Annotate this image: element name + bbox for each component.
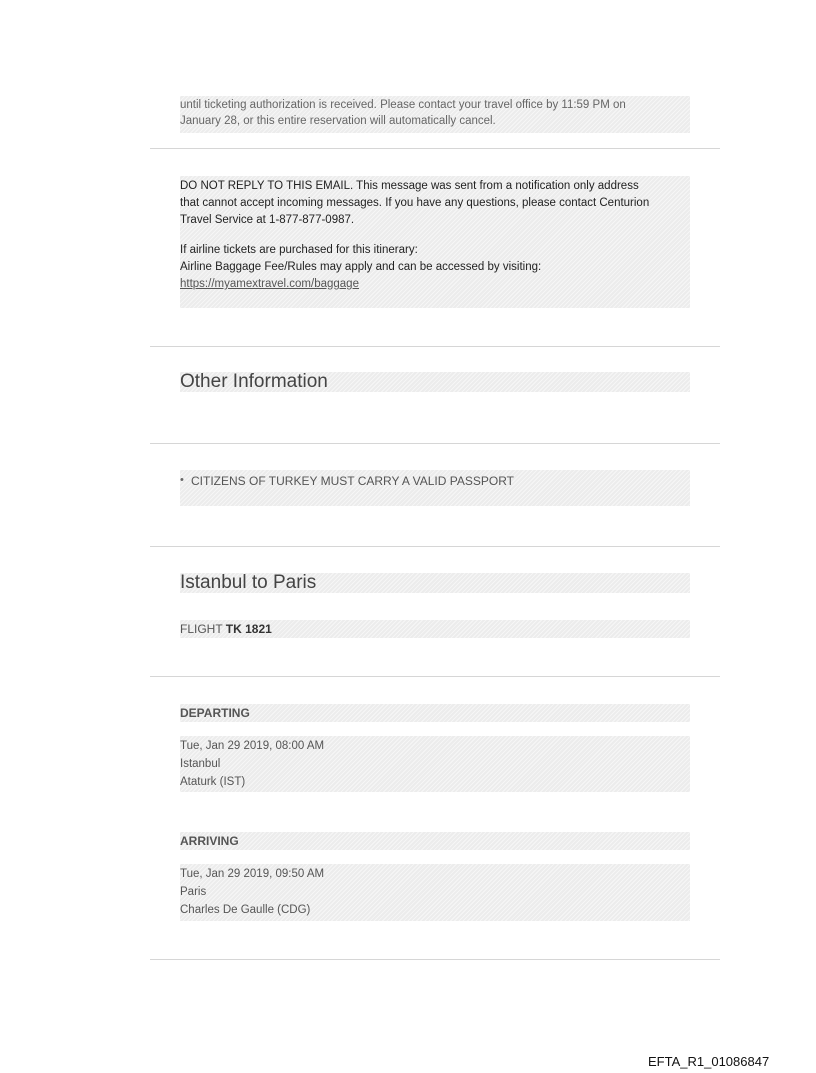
divider — [150, 346, 720, 347]
notice-line-2: January 28, or this entire reservation will automatically cancel. — [180, 115, 496, 127]
baggage-rules-line: Airline Baggage Fee/Rules may apply and can be accessed by visiting: — [180, 261, 542, 273]
flight-number: TK 1821 — [225, 622, 272, 636]
cancellation-notice — [180, 96, 690, 133]
flight-route-title: Istanbul to Paris — [180, 573, 690, 593]
other-information-item — [180, 470, 690, 506]
flight-label: FLIGHT — [180, 622, 223, 636]
no-reply-line-2: that cannot accept incoming messages. If you have any questions, please contact Centurion — [180, 197, 650, 209]
arriving-airport: Charles De Gaulle (CDG) — [180, 904, 311, 916]
departing-header — [180, 704, 690, 722]
divider — [150, 443, 720, 444]
passport-requirement: CITIZENS OF TURKEY MUST CARRY A VALID PASSPORT — [191, 474, 514, 488]
baggage-link[interactable]: https://myamextravel.com/baggage — [180, 278, 359, 290]
arriving-header — [180, 832, 690, 850]
arriving-details — [180, 864, 690, 921]
departing-airport: Ataturk (IST) — [180, 776, 246, 788]
departing-details — [180, 736, 690, 792]
notice-line-1: until ticketing authorization is received. Please contact your travel office by 11:59 PM on — [180, 99, 626, 111]
departing-city: Istanbul — [180, 758, 221, 770]
departing-label: DEPARTING — [180, 706, 250, 720]
arriving-datetime: Tue, Jan 29 2019, 09:50 AM — [180, 868, 325, 880]
divider — [150, 546, 720, 547]
no-reply-line-3: Travel Service at 1-877-877-0987. — [180, 214, 355, 226]
divider — [150, 148, 720, 149]
baggage-intro-line: If airline tickets are purchased for this itinerary: — [180, 244, 418, 256]
no-reply-notice — [180, 176, 690, 308]
bullet-icon: • — [180, 474, 184, 486]
no-reply-line-1: DO NOT REPLY TO THIS EMAIL. This message was sent from a notification only address — [180, 180, 639, 192]
other-information-title: Other Information — [180, 372, 690, 392]
arriving-city: Paris — [180, 886, 207, 898]
document-id: EFTA_R1_01086847 — [648, 1054, 770, 1069]
arriving-label: ARRIVING — [180, 834, 239, 848]
departing-datetime: Tue, Jan 29 2019, 08:00 AM — [180, 740, 325, 752]
flight-number-row — [180, 620, 690, 638]
divider — [150, 676, 720, 677]
divider — [150, 959, 720, 960]
